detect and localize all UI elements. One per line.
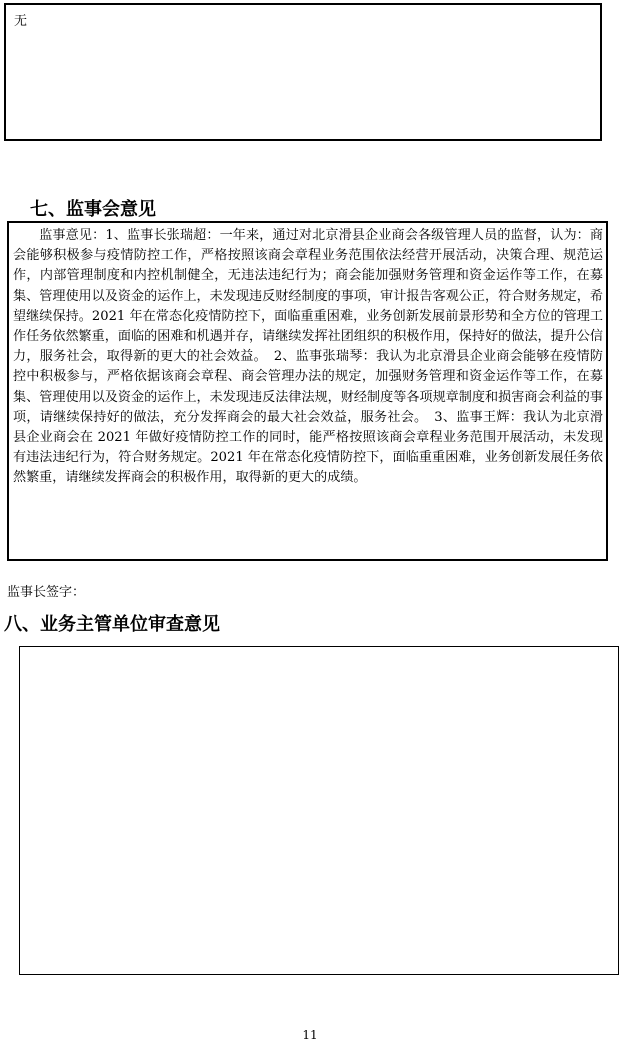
previous-section-box xyxy=(4,3,602,141)
supervising-unit-review-box xyxy=(19,646,619,975)
supervisory-board-opinion-box xyxy=(7,221,608,561)
previous-section-text: 无 xyxy=(14,14,28,29)
page-number: 11 xyxy=(302,1028,318,1042)
chief-supervisor-signature-label: 监事长签字： xyxy=(7,585,86,600)
section-8-heading: 八、业务主管单位审查意见 xyxy=(4,614,220,635)
supervisory-board-opinion-text: 监事意见：1、监事长张瑞超：一年来，通过对北京滑县企业商会各级管理人员的监督，认为：商会能够积极参与疫情防控工作，严格按照该商会章程业务范围依法经营开展活动，决策合理、规范运作，内部管理制度和内控机制健全，无违法违纪行为；商会能加强财务管理和资金运作等工作，在募集、管理使用以及资金的运作上，未发现违反财经制度的事项，审计报告客观公正，符合财务规定，希望继续保持。2021 年在常态化疫情防控下，面临重重困难，业务创新发展前景形势和全方位的管理工作任务依然繁重，面临的困难和机遇并存，请继续发挥社团组织的积极作用，保持好的做法，提升公信力，服务社会，取得新的更大的社会效益。 2、监事张瑞琴：我认为北京滑县企业商会能够在疫情防控中积极参与，严格依据该商会章程、商会管理办法的规定，加强财务管理和资金运作等工作，在募集、管理使用以及资金的运作上，未发现违反法律法规，财经制度等各项规章制度和损害商会利益的事项，请继续保持好的做法，充分发挥商会的最大社会效益，服务社会。 3、监事王辉：我认为北京滑县企业商会在 2021 年做好疫情防控工作的同时，能严格按照该商会章程业务范围开展活动，未发现有违法违纪行为，符合财务规定。2021 年在常态化疫情防控下，面临重重困难，业务创新发展任务依然繁重，请继续发挥商会的积极作用，取得新的更大的成绩。 xyxy=(13,228,603,486)
section-7-heading: 七、监事会意见 xyxy=(30,199,156,220)
